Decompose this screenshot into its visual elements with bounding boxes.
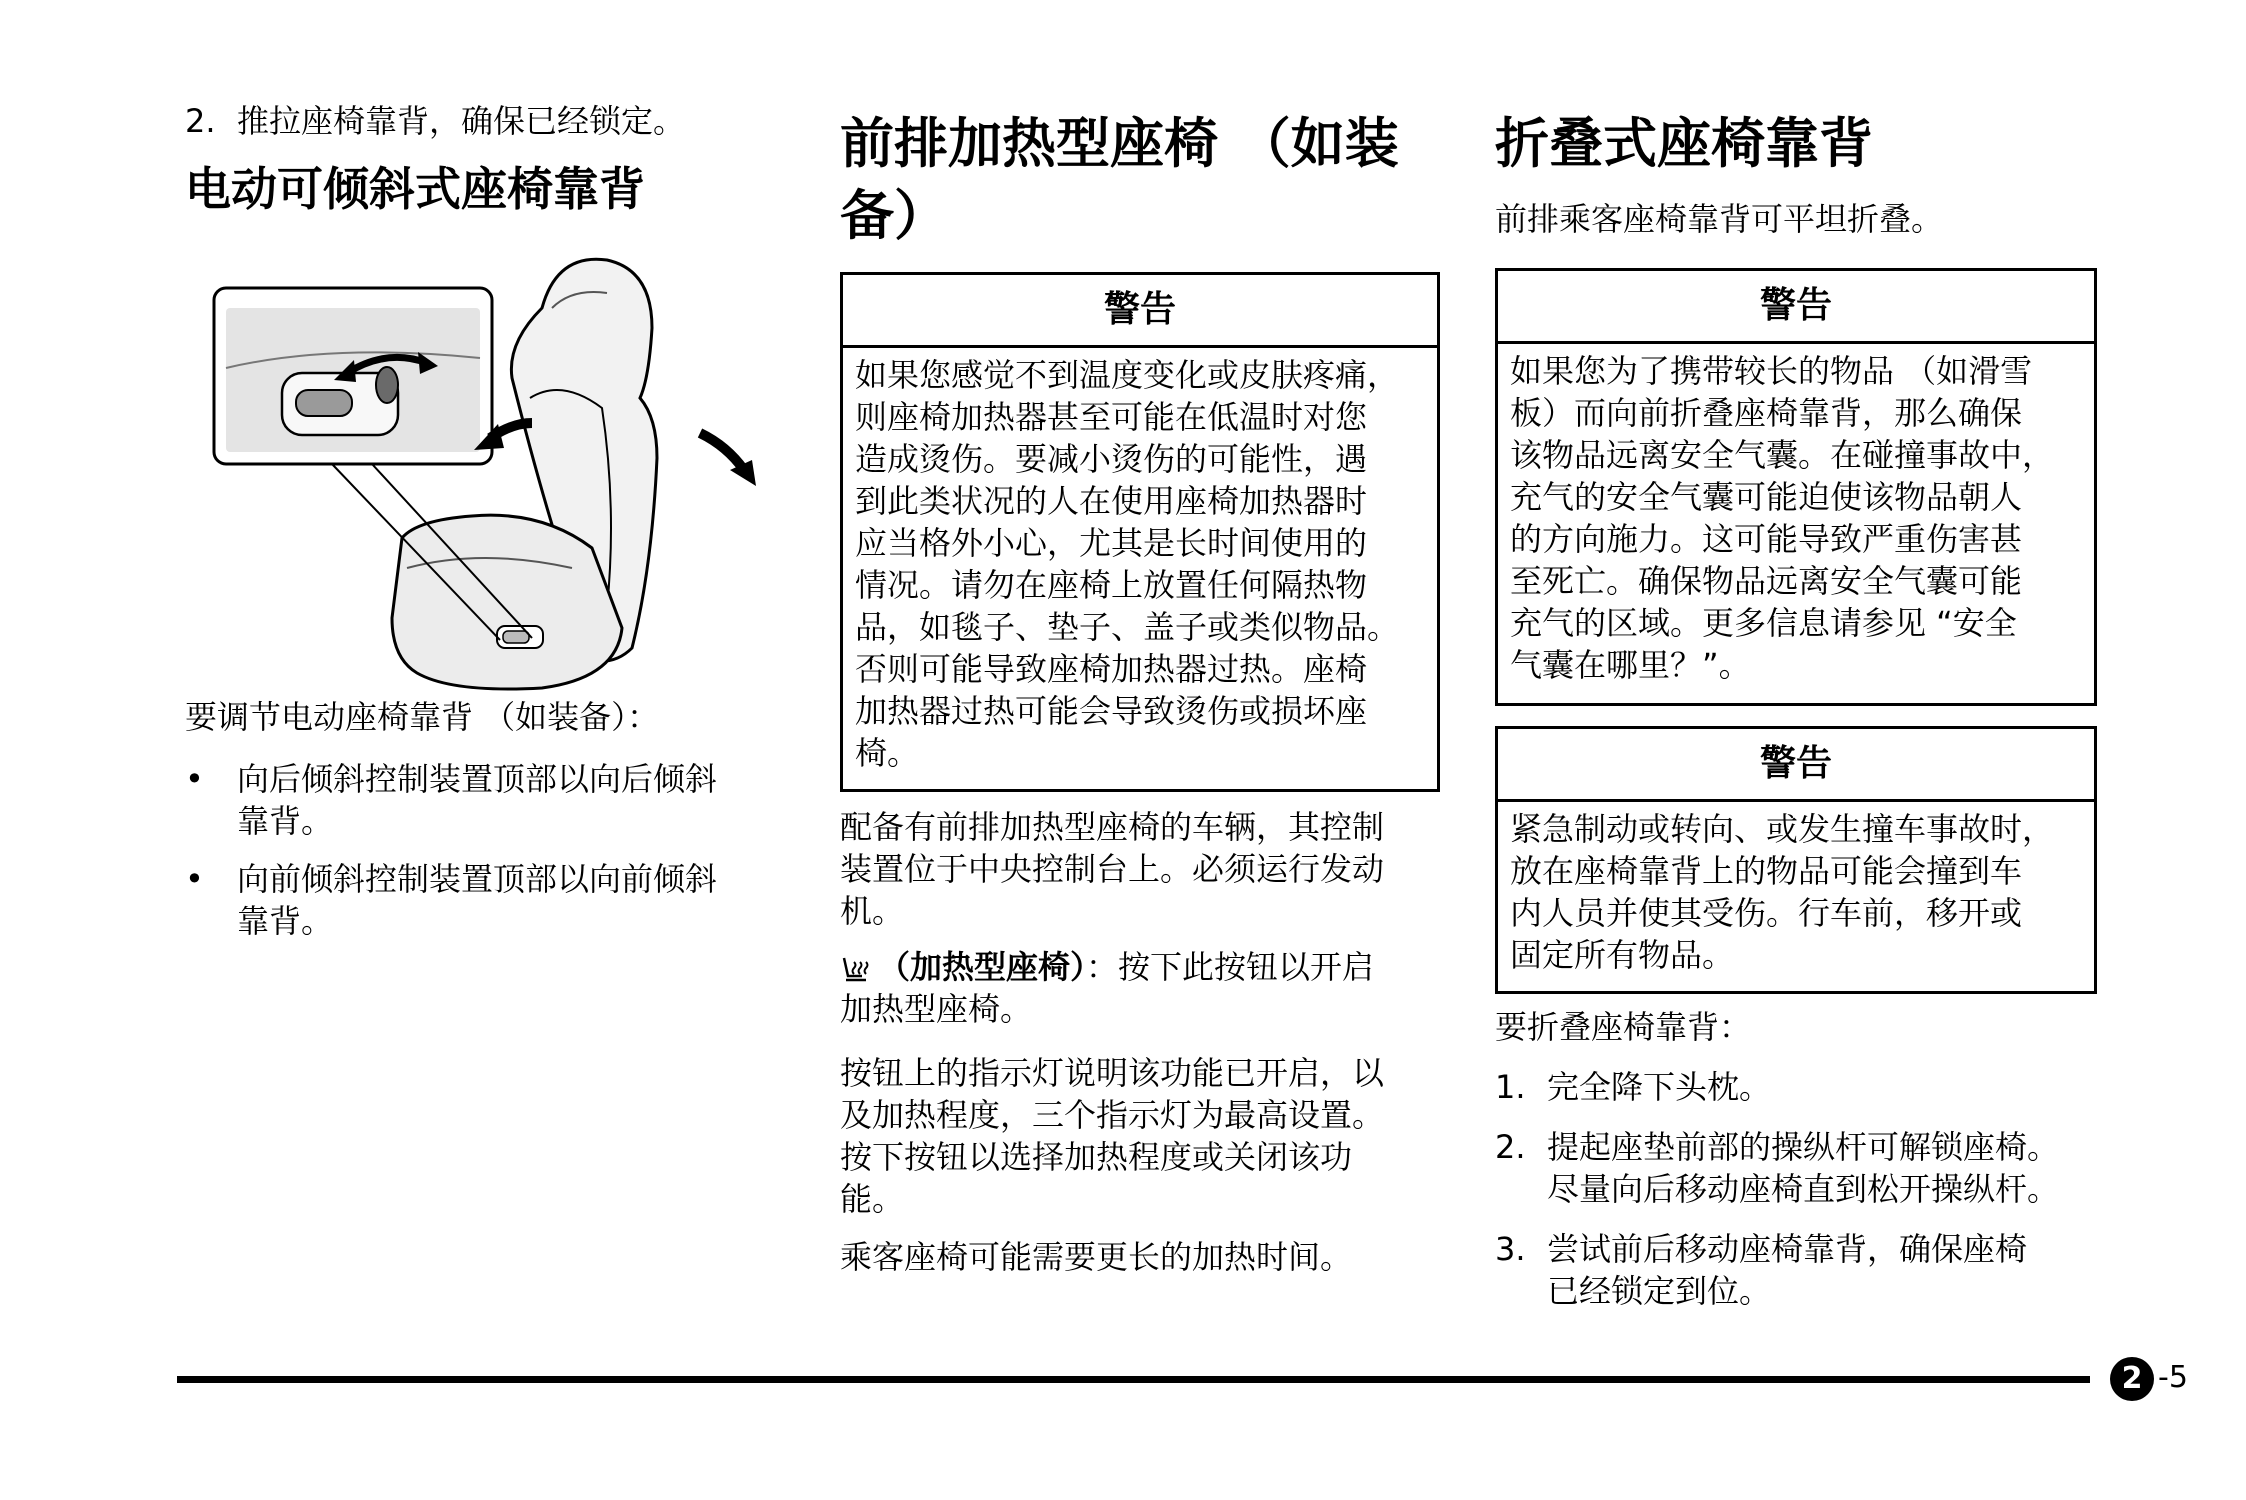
- warning-line: 造成烫伤。要减小烫伤的可能性，遇: [855, 440, 1368, 478]
- warning-line: 至死亡。确保物品远离安全气囊可能: [1510, 562, 2023, 600]
- warning-line: 板）而向前折叠座椅靠背，那么确保: [1510, 394, 2023, 432]
- warning-line: 放在座椅靠背上的物品可能会撞到车: [1510, 852, 2023, 890]
- paragraph-line: [840, 946, 1460, 988]
- warning-line: 充气的安全气囊可能迫使该物品朝人: [1510, 478, 2023, 516]
- step-text: 完全降下头枕。: [1547, 1068, 1772, 1106]
- bullet-text: 靠背。: [237, 902, 334, 940]
- heated-seat-icon: [840, 954, 874, 984]
- step-item: [1495, 1228, 2115, 1312]
- warning-line: 椅。: [855, 734, 920, 772]
- warning-line: 气囊在哪里？”。: [1510, 646, 1751, 684]
- folding-intro: 前排乘客座椅靠背可平坦折叠。: [1495, 200, 1944, 238]
- step-item: [1495, 1126, 2115, 1210]
- paragraph-line: 按钮上的指示灯说明该功能已开启，以: [840, 1054, 1385, 1092]
- step-text: 尝试前后移动座椅靠背，确保座椅: [1547, 1230, 2028, 1268]
- warning-title: 警告: [1498, 271, 2094, 344]
- section-heading-heated-seats: [840, 108, 1399, 252]
- heated-seat-button-paragraph: [840, 946, 1460, 1030]
- paragraph-line: 装置位于中央控制台上。必须运行发动: [840, 850, 1385, 888]
- footer-rule: [177, 1376, 2090, 1383]
- page-number: -5: [2158, 1360, 2188, 1395]
- paragraph-line: 加热型座椅。: [840, 990, 1033, 1028]
- indicator-paragraph: [840, 1052, 1440, 1220]
- step-number: 3.: [1495, 1230, 1526, 1268]
- step-number: 2.: [185, 102, 216, 140]
- paragraph-line: 按下按钮以选择加热程度或关闭该功: [840, 1138, 1353, 1176]
- warning-box: [840, 272, 1440, 792]
- warning-line: 如果您为了携带较长的物品 （如滑雪: [1510, 352, 2033, 390]
- bullet-text: 靠背。: [237, 802, 334, 840]
- bullet-marker: •: [185, 860, 204, 898]
- warning-line: 情况。请勿在座椅上放置任何隔热物: [855, 566, 1368, 604]
- bullet-marker: •: [185, 760, 204, 798]
- warning-line: 如果您感觉不到温度变化或皮肤疼痛，: [855, 356, 1400, 394]
- passenger-heat-note: 乘客座椅可能需要更长的加热时间。: [840, 1238, 1353, 1276]
- paragraph-line: 能。: [840, 1180, 905, 1218]
- step-number: 2.: [1495, 1128, 1526, 1166]
- warning-line: 品，如毯子、垫子、盖子或类似物品。: [855, 608, 1400, 646]
- warning-body: [1498, 802, 2094, 986]
- warning-line: 则座椅加热器甚至可能在低温时对您: [855, 398, 1368, 436]
- warning-body: [843, 348, 1437, 784]
- step-number: 1.: [1495, 1068, 1526, 1106]
- warning-title: 警告: [843, 275, 1437, 348]
- chapter-badge: 2: [2110, 1357, 2154, 1401]
- section-heading-folding-seatback: 折叠式座椅靠背: [1495, 112, 1873, 175]
- heading-line: 备）: [840, 184, 948, 247]
- warning-title: 警告: [1498, 729, 2094, 802]
- heading-line: 前排加热型座椅 （如装: [840, 112, 1399, 175]
- warning-line: 到此类状况的人在使用座椅加热器时: [855, 482, 1368, 520]
- heated-seat-label: （加热型座椅）: [878, 948, 1087, 986]
- warning-line: 的方向施力。这可能导致严重伤害甚: [1510, 520, 2023, 558]
- warning-line: 内人员并使其受伤。行车前，移开或: [1510, 894, 2023, 932]
- warning-line: 应当格外小心，尤其是长时间使用的: [855, 524, 1368, 562]
- paragraph-line: 机。: [840, 892, 905, 930]
- warning-line: 固定所有物品。: [1510, 936, 1735, 974]
- list-item: [185, 758, 765, 842]
- bullet-text: 向前倾斜控制装置顶部以向前倾斜: [237, 860, 718, 898]
- warning-box: [1495, 726, 2097, 994]
- power-recline-intro: 要调节电动座椅靠背 （如装备）：: [185, 698, 660, 736]
- warning-line: 否则可能导致座椅加热器过热。座椅: [855, 650, 1368, 688]
- warning-line: 充气的区域。更多信息请参见 “安全: [1510, 604, 2017, 642]
- step-text: 尽量向后移动座椅直到松开操纵杆。: [1547, 1170, 2060, 1208]
- step-text: 推拉座椅靠背，确保已经锁定。: [237, 102, 686, 140]
- warning-box: [1495, 268, 2097, 706]
- heated-seat-description: ：按下此按钮以开启: [1086, 948, 1375, 986]
- power-seat-recline-illustration: [212, 248, 764, 696]
- paragraph-line: 配备有前排加热型座椅的车辆，其控制: [840, 808, 1385, 846]
- step-text: 已经锁定到位。: [1547, 1272, 1772, 1310]
- paragraph-line: 及加热程度，三个指示灯为最高设置。: [840, 1096, 1385, 1134]
- fold-instructions-intro: 要折叠座椅靠背：: [1495, 1008, 1752, 1046]
- step-item: [1495, 1066, 2115, 1108]
- step-text: 提起座垫前部的操纵杆可解锁座椅。: [1547, 1128, 2060, 1166]
- bullet-text: 向后倾斜控制装置顶部以向后倾斜: [237, 760, 718, 798]
- heated-seat-controls-paragraph: [840, 806, 1440, 932]
- section-heading-power-recline: 电动可倾斜式座椅靠背: [185, 162, 645, 216]
- warning-line: 紧急制动或转向、或发生撞车事故时，: [1510, 810, 2055, 848]
- warning-line: 加热器过热可能会导致烫伤或损坏座: [855, 692, 1368, 730]
- warning-body: [1498, 344, 2094, 696]
- list-item: [185, 858, 765, 942]
- warning-line: 该物品远离安全气囊。在碰撞事故中，: [1510, 436, 2055, 474]
